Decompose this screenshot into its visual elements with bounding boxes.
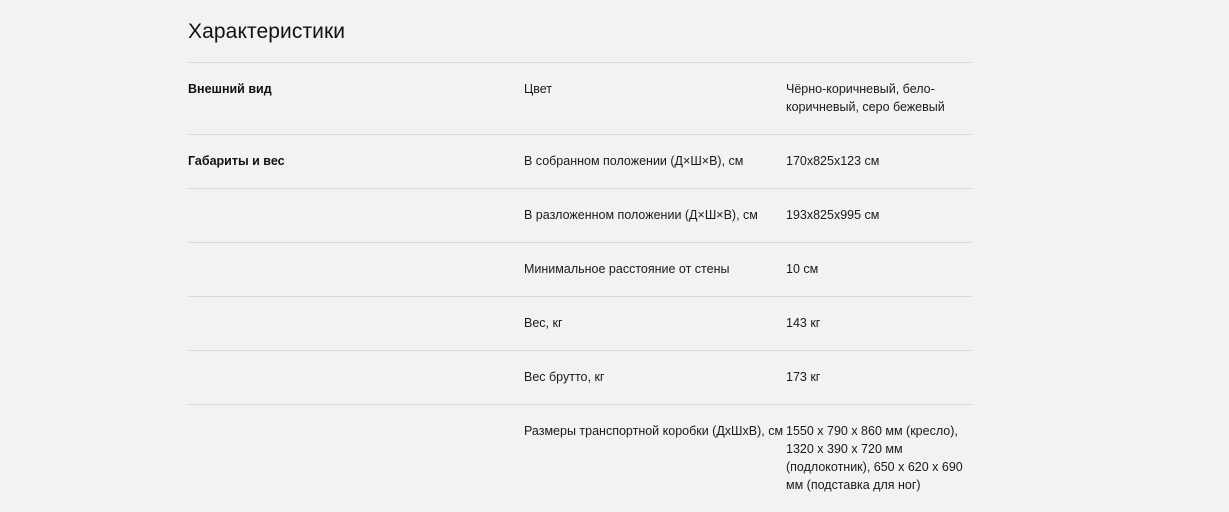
spec-group-label [188,189,524,243]
spec-value: 170х825х123 см [786,135,972,189]
specifications-table [188,62,972,512]
spec-group-label [188,405,524,512]
table-row [188,297,972,351]
spec-group-label: Габариты и вес [188,135,524,189]
spec-name: Минимальное расстояние от стены [524,243,786,297]
table-row [188,135,972,189]
spec-name: Вес брутто, кг [524,351,786,405]
spec-group-label [188,351,524,405]
spec-group-label: Внешний вид [188,63,524,135]
table-row [188,63,972,135]
table-row [188,189,972,243]
spec-value: 10 см [786,243,972,297]
table-row [188,351,972,405]
specifications-content [188,0,972,512]
spec-name: Размеры транспортной коробки (ДхШхВ), см [524,405,786,512]
table-row [188,405,972,512]
spec-name: В собранном положении (Д×Ш×В), см [524,135,786,189]
spec-name: Цвет [524,63,786,135]
spec-value: 173 кг [786,351,972,405]
spec-name: Вес, кг [524,297,786,351]
spec-value: 193х825х995 см [786,189,972,243]
spec-value: Чёрно-коричневый, бело-коричневый, серо бежевый [786,63,972,135]
spec-group-label [188,243,524,297]
table-row [188,243,972,297]
spec-name: В разложенном положении (Д×Ш×В), см [524,189,786,243]
spec-group-label [188,297,524,351]
spec-value: 1550 x 790 x 860 мм (кресло), 1320 x 390 x 720 мм (подлокотник), 650 x 620 x 690 мм (подставка для ног) [786,405,972,512]
page-title: Характеристики [188,0,972,62]
spec-value: 143 кг [786,297,972,351]
